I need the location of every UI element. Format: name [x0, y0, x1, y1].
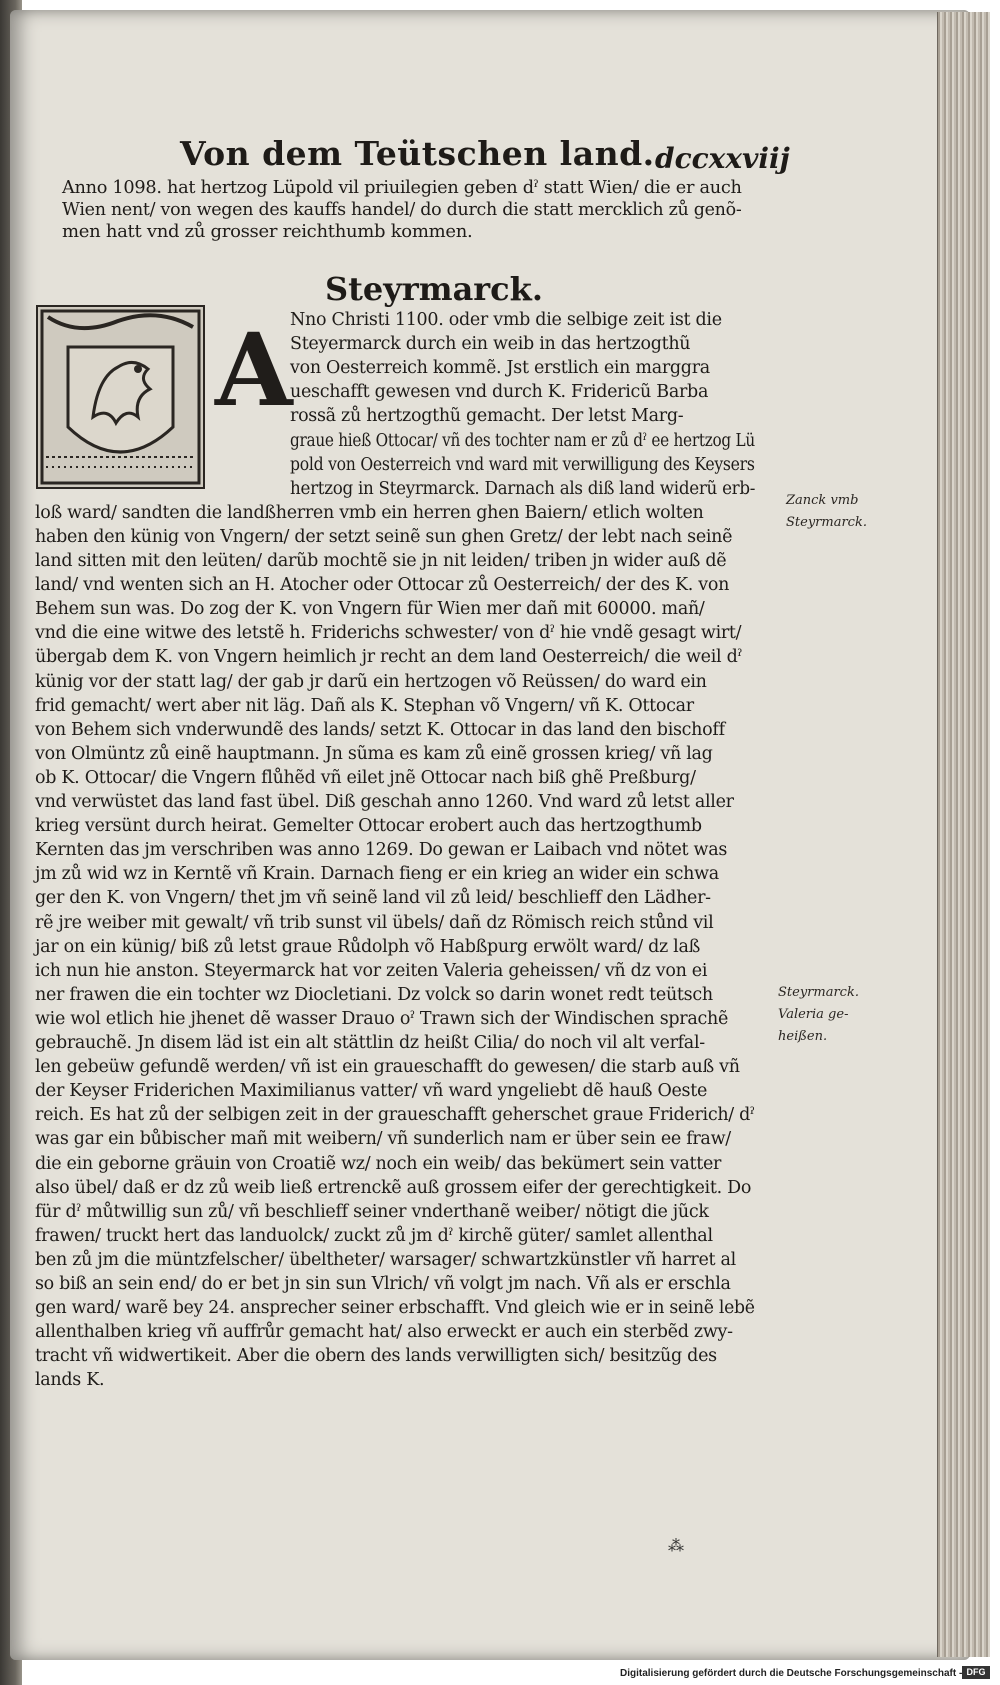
text-line: Wien nent/ von wegen des kauffs handel/ do durch die statt mercklich zů genõ-: [62, 199, 742, 220]
text-line: ner frawen die ein tochter wz Diocletiani. Dz volck so darin wonet redt teütsch: [35, 984, 713, 1005]
text-line: wie wol etlich hie jhenet dẽ wasser Drauo oˀ Trawn sich der Windischen sprachẽ: [35, 1008, 729, 1029]
text-line: vnd verwüstet das land fast übel. Diß geschah anno 1260. Vnd ward zů letst aller: [35, 792, 734, 812]
text-line: pold von Oesterreich vnd ward mit verwilligung des Keysers: [290, 454, 755, 475]
text-line: haben den künig von Vngern/ der setzt seinẽ sun ghen Gretz/ der lebt nach seinẽ: [35, 526, 733, 547]
text-line: von Olmüntz zů einẽ hauptmann. Jn sũma es kam zů einẽ grossen krieg/ vñ lag: [35, 743, 713, 764]
page-edges: [937, 12, 990, 1657]
text-line: Kernten das jm verschriben was anno 1269. Do gewan er Laibach vnd nötet was: [35, 840, 728, 861]
text-line: für dˀ můtwillig sun zů/ vñ beschlieff seiner vnderthanẽ weiber/ nötigt die jũck: [35, 1201, 709, 1222]
running-head-title: Von dem Teütschen land.: [180, 134, 655, 173]
decorated-initial: A: [215, 311, 293, 429]
text-line: gebrauchẽ. Jn disem läd ist ein alt stättlin dz heißt Cilia/ do noch vil alt verfal-: [35, 1033, 705, 1053]
text-line: land/ vnd wenten sich an H. Atocher oder Ottocar zů Oesterreich/ der des K. von: [35, 575, 730, 596]
text-line: rossã zů hertzogthũ gemacht. Der letst Marg-: [290, 406, 684, 427]
text-line: übergab dem K. von Vngern heimlich jr recht an dem land Oesterreich/ die weil dˀ: [35, 647, 743, 668]
text-line: ben zů jm die müntzfelscher/ übeltheter/ warsager/ schwartzkünstler vñ harret al: [35, 1249, 736, 1270]
text-line: tracht vñ widwertikeit. Aber die obern des lands verwilligten sich/ besitzũg des: [35, 1346, 717, 1367]
margin-note-line: Valeria ge-: [778, 1007, 849, 1022]
text-line: ueschafft gewesen vnd durch K. Fridericũ Barba: [290, 382, 709, 403]
text-line: Behem sun was. Do zog der K. von Vngern für Wien mer dañ mit 60000. mañ/: [35, 599, 705, 620]
body-text: [35, 310, 755, 1400]
text-line: graue hieß Ottocar/ vñ des tochter nam er zů dˀ ee hertzog Lü: [290, 430, 755, 451]
text-line: von Behem sich vnderwundẽ des lands/ setzt K. Ottocar in das land den bischoff: [35, 719, 725, 740]
text-line: so biß an sein end/ do er bet jn sin sun Vlrich/ vñ volgt jm nach. Vñ als er erschla: [35, 1274, 731, 1294]
text-line: lands K.: [35, 1370, 105, 1391]
text-line: von Oesterreich kommẽ. Jst erstlich ein marggra: [290, 358, 710, 379]
dfg-logo: DFG: [962, 1666, 990, 1679]
text-line: künig vor der statt lag/ der gab jr darũ ein hertzogen võ Reüssen/ do ward ein: [35, 671, 707, 692]
text-line: Anno 1098. hat hertzog Lüpold vil priuilegien geben dˀ statt Wien/ die er auch: [62, 177, 742, 198]
text-line: also übel/ daß er dz zů weib ließ ertrenckẽ auß grossem eifer der gerechtigkeit. Do: [35, 1177, 752, 1198]
text-line: loß ward/ sandten die landßherren vmb ein herren ghen Baiern/ etlich wolten: [35, 502, 704, 523]
digitization-credit: Digitalisierung gefördert durch die Deutsche Forschungsgemeinschaft -: [620, 1668, 963, 1679]
text-line: allenthalben krieg vñ auffrůr gemacht hat/ also erweckt er auch ein sterbẽd zwy-: [35, 1322, 733, 1343]
folio-number: dccxxviij: [655, 142, 790, 175]
text-line: jar on ein künig/ biß zů letst graue Růdolph võ Habßpurg erwölt ward/ dz laß: [35, 936, 700, 957]
text-line: jm zů wid wz in Kerntẽ vñ Krain. Darnach fieng er ein krieg an wider ein schwa: [35, 864, 719, 885]
text-line: hertzog in Steyrmarck. Darnach als diß land widerũ erb-: [290, 478, 756, 499]
signature-mark: ⁂: [668, 1536, 684, 1555]
text-line: men hatt vnd zů grosser reichthumb kommen.: [62, 221, 473, 242]
text-line: len gebeüw gefundẽ werden/ vñ ist ein graueschafft do gewesen/ die starb auß vñ: [35, 1057, 740, 1078]
text-line: Nno Christi 1100. oder vmb die selbige zeit ist die: [290, 310, 722, 330]
text-line: ich nun hie anston. Steyermarck hat vor zeiten Valeria geheissen/ vñ dz von ei: [35, 960, 708, 981]
margin-note-valeria: [778, 982, 859, 1048]
intro-paragraph: [62, 178, 742, 244]
text-line: Steyermarck durch ein weib in das hertzogthũ: [290, 334, 691, 355]
text-line: frawen/ truckt hert das landuolck/ zuckt zů jm dˀ kirchẽ güter/ samlet allenthal: [35, 1225, 713, 1246]
text-line: reich. Es hat zů der selbigen zeit in der graueschafft geherschet graue Friderich/ dˀ: [35, 1105, 755, 1126]
text-line: ob K. Ottocar/ die Vngern flůhẽd vñ eilet jnẽ Ottocar nach biß ghẽ Preßburg/: [35, 767, 696, 788]
margin-note-line: Steyrmarck.: [786, 515, 867, 530]
margin-note-line: Steyrmarck.: [778, 985, 859, 1000]
margin-note-zanck: [786, 490, 867, 534]
text-line: was gar ein bůbischer mañ mit weibern/ vñ sunderlich nam er über sein ee fraw/: [35, 1129, 731, 1150]
margin-note-line: heißen.: [778, 1029, 828, 1044]
text-line: gen ward/ warẽ bey 24. ansprecher seiner erbschafft. Vnd gleich wie er in seinẽ lebẽ: [35, 1298, 755, 1319]
text-line: die ein geborne gräuin von Croatiẽ wz/ noch ein weib/ das bekümert sein vatter: [35, 1153, 722, 1174]
text-line: vnd die eine witwe des letstẽ h. Friderichs schwester/ von dˀ hie vndẽ gesagt wirt/: [35, 623, 742, 644]
text-line: land sitten mit den leüten/ darũb mochtẽ sie jn nit leiden/ triben jn wider auß dẽ: [35, 551, 727, 571]
margin-note-line: Zanck vmb: [786, 493, 859, 508]
text-line: krieg versünt durch heirat. Gemelter Ottocar erobert auch das hertzogthumb: [35, 816, 702, 837]
text-line: der Keyser Friderichen Maximilianus vatter/ vñ ward yngeliebt dẽ hauß Oeste: [35, 1081, 708, 1102]
text-line: frid gemacht/ wert aber nit läg. Dañ als K. Stephan võ Vngern/ vñ K. Ottocar: [35, 695, 694, 716]
text-line: ger den K. von Vngern/ thet jm vñ seinẽ land vil zů leid/ beschlieff den Lädher-: [35, 888, 711, 909]
text-line: rẽ jre weiber mit gewalt/ vñ trib sunst vil übels/ dañ dz Römisch reich stůnd vil: [35, 912, 714, 933]
section-heading: Steyrmarck.: [325, 270, 543, 308]
